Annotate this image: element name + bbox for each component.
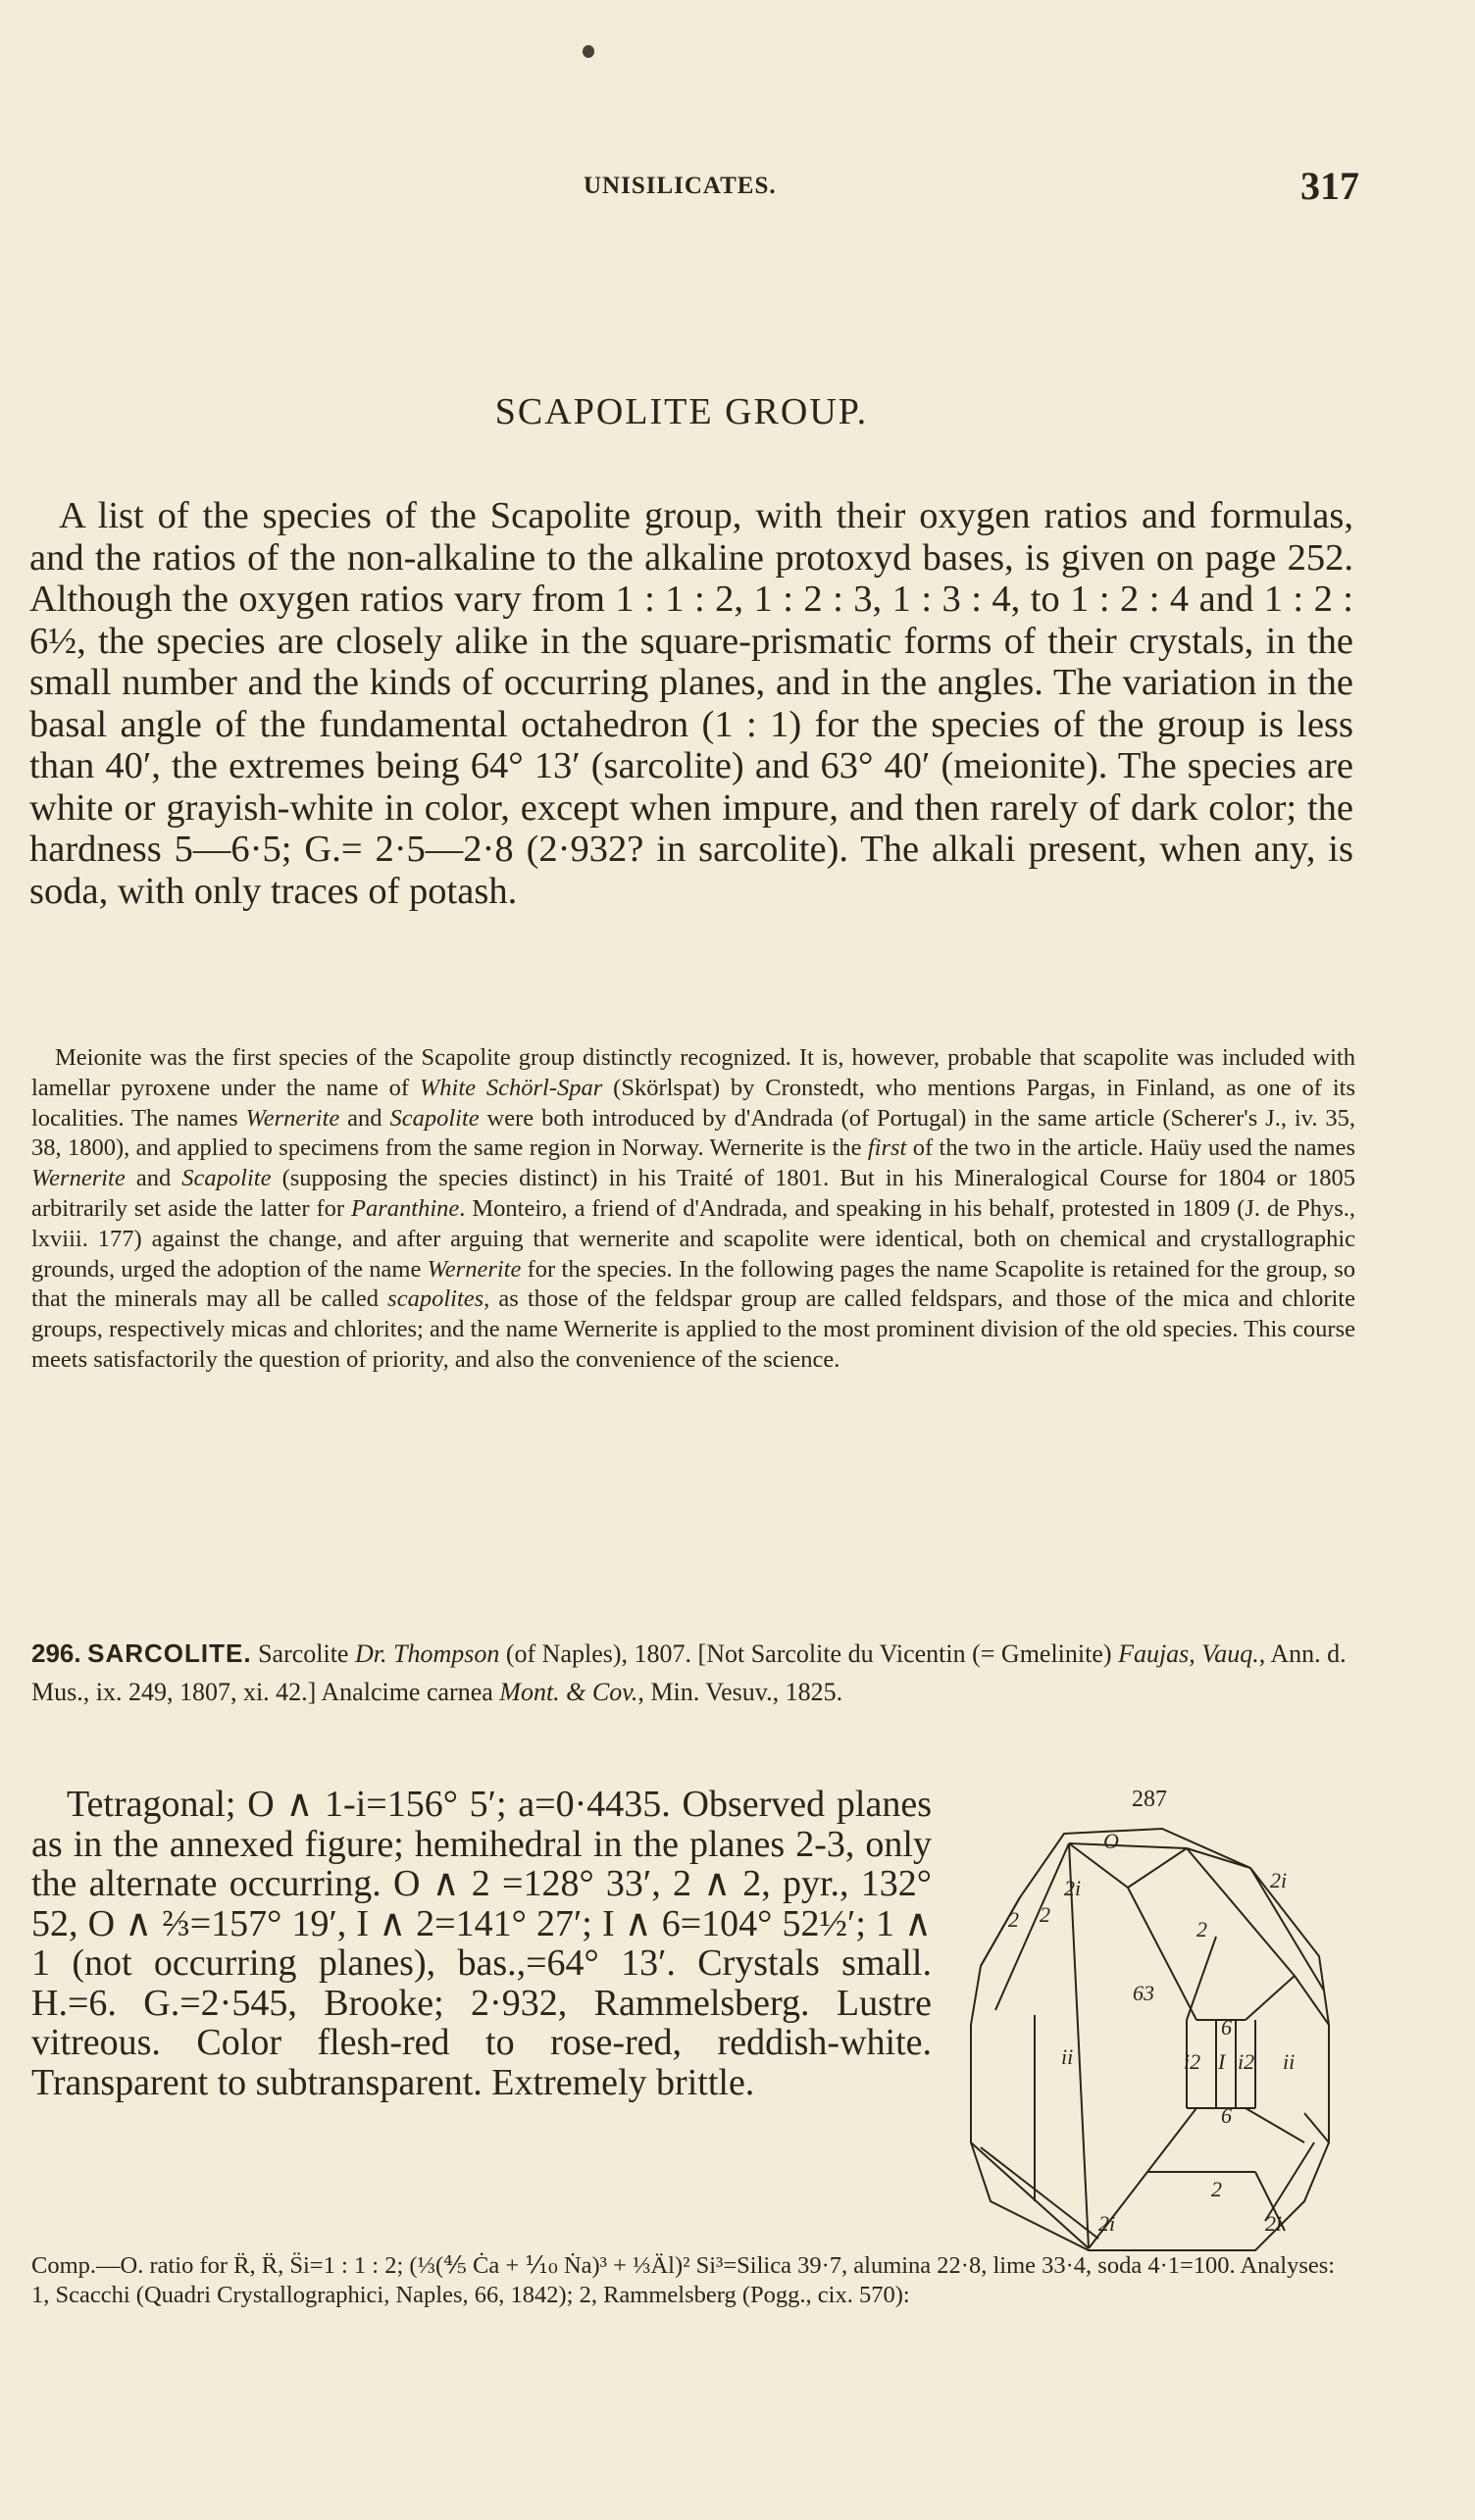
note-term: Wernerite (31, 1165, 126, 1192)
crystal-edge (1187, 1937, 1216, 2020)
crystal-edge (1246, 1976, 1295, 2020)
face-label: ii (1061, 2044, 1074, 2069)
note-text: (supposing the species distinct) in his Traité of 1801. But in his Mineralogical Course for 1804 or 1805 arbitrarily set aside the latter for (31, 1165, 1355, 1222)
note-text: for the species. In the following pages the name Scapolite is retained for the group, so that the minerals may all be called (31, 1255, 1355, 1313)
crystal-edge (1250, 1868, 1324, 1991)
synonymy-author: Dr. Thompson (354, 1639, 500, 1668)
synonymy-text: , Min. Vesuv., 1825. (637, 1678, 843, 1706)
section-title: SCAPOLITE GROUP. (494, 391, 869, 432)
species-number: 296. (31, 1638, 81, 1668)
face-label: 2i (1270, 1868, 1288, 1892)
face-label: 6 (1221, 2015, 1232, 2040)
face-label: 2i (1098, 2211, 1116, 2236)
note-text: and (125, 1165, 182, 1192)
figure-number: 287 (1132, 1787, 1167, 1812)
composition-paragraph: Comp.—O. ratio for R̈, R̈, S̈i=1 : 1 : 2; (⅓(⅘ Ċa + ⅒ Ṅa)³ + ⅓Äl)² Si³=Silica 39·7, alumina 22·8, lime 33·4, soda 4·1=100. Analyses: 1, Scacchi (Quadri Crystallographici, Naples, 66, 1842); 2, Rammelsberg (Pogg., cix. 570): (31, 2252, 1336, 2308)
crystal-edge (995, 1843, 1069, 2010)
crystal-edge (1246, 2108, 1304, 2142)
note-text: , as those of the feldspar group are called feldspars, and those of the mica and chlorite groups, respectively micas and chlorites; and the name Wernerite is applied to the most prominent division of the old species. This course meets satisfactorily the question of priority, and also the convenience of the science. (31, 1285, 1355, 1373)
face-label: ii (1283, 2049, 1296, 2074)
note-text: were both introduced by d'Andrada (of Portugal) in the same article (Scherer's J., iv. 35, 38, 1800), and applied to specimens from the same region in Norway. Wernerite is the (31, 1104, 1355, 1162)
note-term: White Schörl-Spar (419, 1074, 603, 1101)
species-name: SARCOLITE. (87, 1638, 252, 1668)
crystal-figure (951, 1819, 1363, 2260)
crystal-edge (1128, 1848, 1187, 1888)
face-label: 2 (1040, 1902, 1050, 1927)
note-term: first (867, 1134, 907, 1162)
face-label: 2 (1196, 1917, 1207, 1941)
face-label: 6 (1221, 2103, 1232, 2128)
species-heading (31, 1635, 1355, 1711)
note-term: Scapolite (389, 1104, 480, 1132)
synonymy-text: (of Naples), 1807. [Not Sarcolite du Vicentin (= Gmelinite) (499, 1639, 1119, 1668)
crystal-edge (1265, 2142, 1314, 2221)
note-term: Wernerite (245, 1104, 340, 1132)
note-text: (Skörlspat) by Cronstedt, who mentions Pargas, in Finland, as one of its localities. The names (31, 1074, 1355, 1132)
face-label: 2 (1008, 1907, 1019, 1932)
intro-paragraph: A list of the species of the Scapolite group, with their oxygen ratios and formulas, and the ratios of the non-alkaline to the alkaline protoxyd bases, is given on page 252. Although the oxygen ratios vary from 1 : 1 : 2, 1 : 2 : 3, 1 : 3 : 4, to 1 : 2 : 4 and 1 : 2 : 6½, the species are closely alike in the square-prismatic forms of their crystals, in the small number and the kinds of occurring planes, and in the angles. The variation in the basal angle of the fundamental octahedron (1 : 1) for the species of the group is less than 40′, the extremes being 64° 13′ (sarcolite) and 63° 40′ (meionite). The species are white or grayish-white in color, except when impure, and then rarely of dark color; the hardness 5—6·5; G.= 2·5—2·8 (2·932? in sarcolite). The alkali present, when any, is soda, with only traces of potash. (29, 495, 1353, 912)
face-label: i2 (1184, 2049, 1201, 2074)
face-label: 2i (1064, 1876, 1082, 1900)
face-label: i2 (1238, 2049, 1255, 2074)
note-term: Paranthine (351, 1194, 460, 1222)
face-label: 63 (1133, 1981, 1154, 2005)
printing-mark (583, 45, 594, 58)
synonymy-author: Mont. & Cov. (499, 1678, 638, 1706)
note-text: of the two in the article. Haüy used the names (906, 1134, 1355, 1162)
synonymy-author: Faujas, Vauq. (1118, 1639, 1259, 1668)
page-number: 317 (1300, 164, 1359, 208)
synonymy-text: Sarcolite (251, 1639, 355, 1668)
note-term: Wernerite (427, 1255, 522, 1283)
running-head: UNISILICATES. (584, 173, 777, 199)
note-text: . Monteiro, a friend of d'Andrada, and speaking in his behalf, protested in 1809 (J. de Phys., lxviii. 177) against the change, and after arguing that wernerite and scapolite were identical, both on chemical and crystallographic grounds, urged the adoption of the name (31, 1194, 1355, 1283)
note-text: and (339, 1104, 390, 1132)
note-term: Scapolite (181, 1165, 272, 1192)
crystal-edge (1069, 1843, 1187, 1848)
note-term: scapolites (387, 1285, 484, 1313)
crystal-edge (1147, 2108, 1196, 2172)
note-text: Meionite was the first species of the Scapolite group distinctly recognized. It is, however, probable that scapolite was included with lamellar pyroxene under the name of (31, 1044, 1355, 1101)
species-description: Tetragonal; O ∧ 1-i=156° 5′; a=0·4435. Observed planes as in the annexed figure; hemihedral in the planes 2-3, only the alternate occurring. O ∧ 2 =128° 33′, 2 ∧ 2, pyr., 132° 52, O ∧ ⅔=157° 19′, I ∧ 2=141° 27′; I ∧ 6=104° 52½′; 1 ∧ 1 (not occurring planes), bas.,=64° 13′. Crystals small. H.=6. G.=2·545, Brooke; 2·932, Rammelsberg. Lustre vitreous. Color flesh-red to rose-red, reddish-white. Transparent to subtransparent. Extremely brittle. (31, 1784, 932, 2103)
face-label: O (1103, 1829, 1119, 1853)
face-label: 2i (1265, 2211, 1283, 2236)
face-label: 2 (1211, 2177, 1222, 2201)
crystal-edge (1304, 2113, 1329, 2142)
face-label: I (1218, 2049, 1226, 2074)
historical-note (31, 1043, 1355, 1376)
synonymy-text: , Ann. d. Mus., ix. 249, 1807, xi. 42.] Analcime carnea (31, 1639, 1347, 1706)
